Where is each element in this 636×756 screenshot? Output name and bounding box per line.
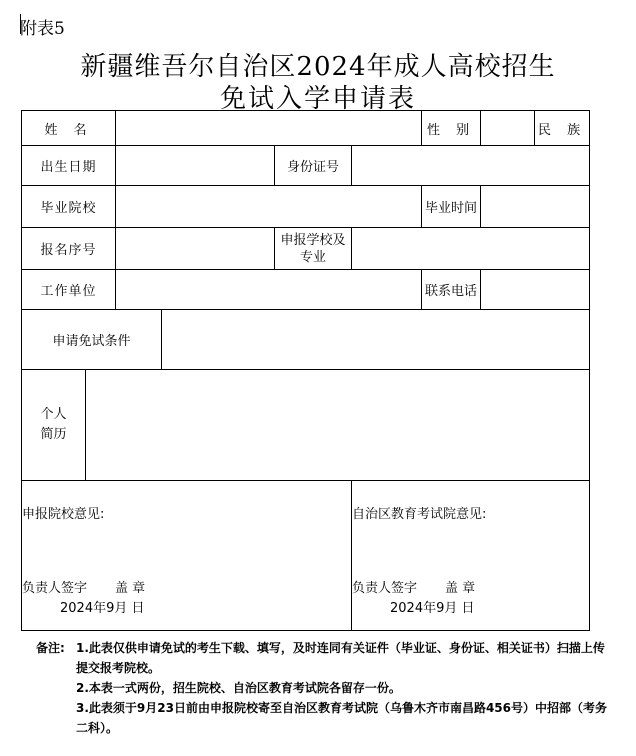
applied-school-major-field[interactable]: [352, 228, 590, 270]
exemption-condition-label: 申请免试条件: [22, 310, 162, 370]
graduation-time-field[interactable]: [481, 186, 590, 228]
note-item: [36, 698, 616, 738]
resume-field[interactable]: [86, 370, 590, 481]
attachment-label: 附表5: [20, 19, 65, 39]
authority-seal-text: 盖 章: [445, 581, 476, 596]
school-signature-label: [22, 577, 145, 596]
school-opinion-date: 2024年9月 日: [60, 601, 145, 616]
ethnicity-label: 民 族: [535, 111, 590, 146]
form-row: [22, 146, 590, 186]
authority-opinion-date: 2024年9月 日: [390, 601, 475, 616]
school-seal-text: 盖 章: [115, 581, 146, 596]
note-text: 3.此表须于9月23日前由申报院校寄至自治区教育考试院（乌鲁木齐市南昌路456号）中招部（考务二科）。: [76, 701, 608, 735]
phone-field[interactable]: [481, 270, 590, 310]
work-unit-field[interactable]: [116, 270, 422, 310]
opinion-row: [22, 481, 590, 631]
authority-opinion-cell: [352, 481, 590, 631]
registration-no-label: 报名序号: [22, 228, 116, 270]
school-opinion-cell: [22, 481, 352, 631]
form-subtitle: 免试入学申请表: [219, 84, 416, 114]
phone-label: 联系电话: [422, 270, 481, 310]
resume-label: 个人简历: [22, 370, 86, 481]
notes-label: 备注:: [36, 641, 65, 655]
birth-date-label: 出生日期: [22, 146, 116, 186]
form-row: [22, 370, 590, 481]
graduated-school-label: 毕业院校: [22, 186, 116, 228]
form-row: [22, 228, 590, 270]
form-row: [22, 186, 590, 228]
note-item: [36, 638, 616, 678]
exemption-condition-field[interactable]: [162, 310, 590, 370]
school-opinion-title: 申报院校意见:: [22, 507, 105, 522]
birth-date-field[interactable]: [116, 146, 275, 186]
authority-signature-label: [352, 577, 475, 596]
id-number-field[interactable]: [352, 146, 590, 186]
school-signature-text: 负责人签字: [22, 581, 88, 596]
graduation-time-label: 毕业时间: [422, 186, 481, 228]
authority-signature-text: 负责人签字: [352, 581, 418, 596]
id-number-label: 身份证号: [275, 146, 352, 186]
notes-section: [36, 638, 616, 738]
graduated-school-field[interactable]: [116, 186, 422, 228]
name-label: 姓 名: [22, 111, 116, 146]
authority-opinion-title: 自治区教育考试院意见:: [352, 507, 487, 522]
form-title: 新疆维吾尔自治区2024年成人高校招生: [80, 52, 556, 82]
work-unit-label: 工作单位: [22, 270, 116, 310]
application-form: [21, 110, 590, 631]
name-field[interactable]: [116, 111, 422, 146]
gender-label: 性 别: [422, 111, 481, 146]
note-text: 2.本表一式两份，招生院校、自治区教育考试院各留存一份。: [76, 681, 401, 695]
form-row: [22, 270, 590, 310]
note-text: 1.此表仅供申请免试的考生下载、填写，及时连同有关证件（毕业证、身份证、相关证书）扫描上传提交报考院校。: [76, 641, 605, 675]
note-item: [36, 678, 616, 698]
registration-no-field[interactable]: [116, 228, 275, 270]
form-row: [22, 310, 590, 370]
applied-school-major-label: 申报学校及专业: [275, 228, 352, 270]
gender-field[interactable]: [481, 111, 535, 146]
form-row: [22, 111, 590, 146]
